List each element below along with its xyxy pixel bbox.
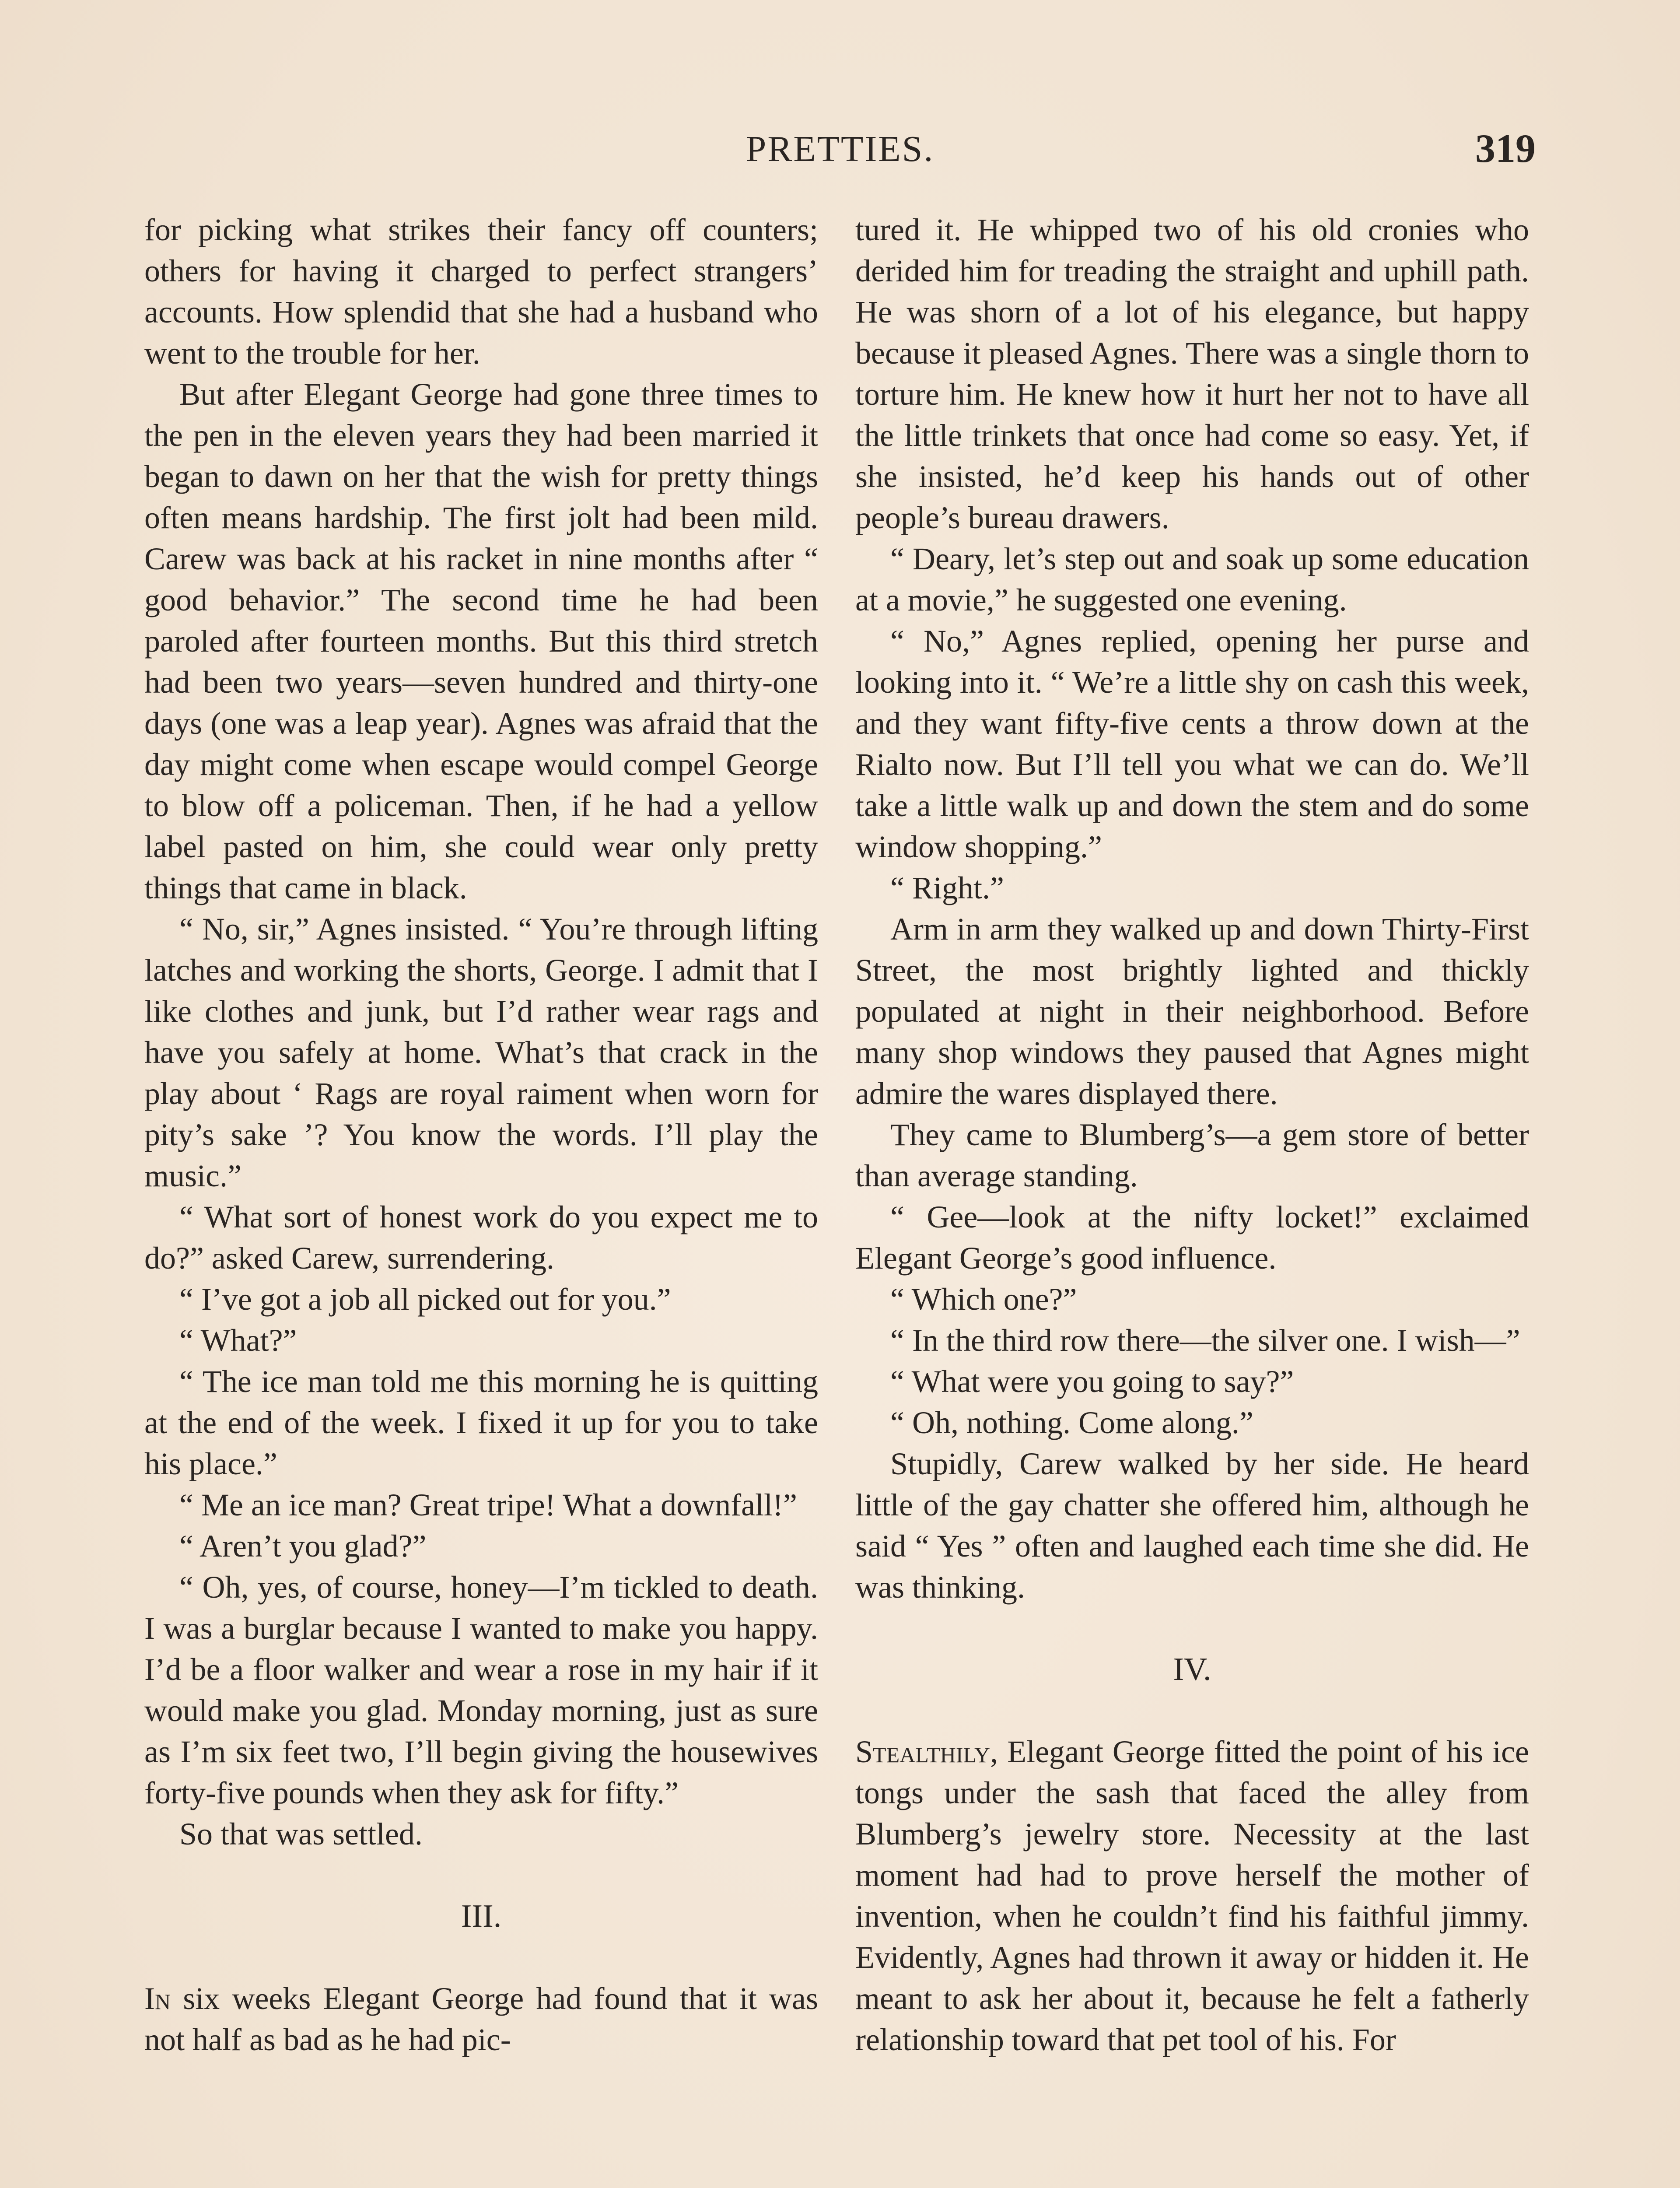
section-iv-opening — [855, 1731, 1529, 2060]
running-head: PRETTIES. — [746, 129, 934, 169]
paragraph: “ The ice man told me this morning he is quitting at the end of the week. I fixed it up for you to take his place.” — [144, 1364, 818, 1481]
paragraph: “ No, sir,” Agnes insisted. “ You’re through lifting latches and working the shorts, George. I admit that I like clothes and junk, but I’d rather wear rags and have you safely at home. What’s that crack in the play about ‘ Rags are royal raiment when worn for pity’s sake ’? You know the words. I’ll play the music.” — [144, 912, 818, 1193]
paragraph: “ What sort of honest work do you expect me to do?” asked Carew, surrendering. — [144, 1199, 818, 1276]
section-iv-first-word: Stealthily, — [855, 1734, 998, 1769]
page-number: 319 — [1475, 126, 1536, 171]
paragraph: “ What were you going to say?” — [890, 1364, 1294, 1399]
paragraph: Stupidly, Carew walked by her side. He heard little of the gay chatter she offered him, although he said “ Yes ” often and laughed each time she did. He was thinking. — [855, 1446, 1529, 1605]
section-heading-iv: IV. — [1173, 1652, 1211, 1687]
section-iv-text: Elegant George fitted the point of his ice tongs under the sash that faced the alley from Blumberg’s jewelry store. Necessity at the last moment had had to prove herself the mother of invention, when he couldn’t find his faithful jimmy. Evidently, Agnes had thrown it away or hidden it. He meant to ask her about it, because he felt a fatherly relationship toward that pet tool of his. For — [855, 1734, 1529, 2057]
paragraph: So that was settled. — [179, 1816, 423, 1851]
right-column — [855, 209, 1529, 2060]
paragraph: for picking what strikes their fancy off counters; others for having it charged to perfect strangers’ accounts. How splendid that she had a husband who went to the trouble for her. — [144, 212, 818, 371]
paragraph: “ Aren’t you glad?” — [179, 1529, 427, 1564]
paragraph: But after Elegant George had gone three times to the pen in the eleven years they had been married it began to dawn on her that the wish for pretty things often means hardship. The first jolt had been mild. Carew was back at his racket in nine months after “ good behavior.” The second time he had been paroled after fourteen months. But this third stretch had been two years—seven hundred and thirty-one days (one was a leap year). Agnes was afraid that the day might come when escape would compel George to blow off a policeman. Then, if he had a yellow label pasted on him, she could wear only pretty things that came in black. — [144, 377, 818, 905]
section-heading-iii: III. — [461, 1898, 502, 1934]
paragraph: “ Right.” — [890, 870, 1004, 905]
paragraph: “ Oh, nothing. Come along.” — [890, 1405, 1253, 1440]
section-iii-opening — [144, 1978, 818, 2060]
paragraph: “ Which one?” — [890, 1282, 1077, 1317]
paragraph: Arm in arm they walked up and down Thirty-First Street, the most brightly lighted and thickly populated at night in their neighborhood. Before many shop windows they paused that Agnes might admire the wares displayed there. — [855, 912, 1529, 1111]
paragraph: “ Deary, let’s step out and soak up some education at a movie,” he suggested one evening. — [855, 541, 1529, 617]
paragraph: tured it. He whipped two of his old cronies who derided him for treading the straight and uphill path. He was shorn of a lot of his elegance, but happy because it pleased Agnes. There was a single thorn to torture him. He knew how it hurt her not to have all the little trinkets that once had come so easy. Yet, if she insisted, he’d keep his hands out of other people’s bureau drawers. — [855, 212, 1529, 535]
paragraph: “ Me an ice man? Great tripe! What a downfall!” — [179, 1487, 797, 1522]
paragraph: “ In the third row there—the silver one. I wish—” — [890, 1323, 1520, 1358]
section-iii-text: six weeks Elegant George had found that it was not half as bad as he had pic- — [144, 1981, 818, 2057]
paragraph: “ Gee—look at the nifty locket!” exclaimed Elegant George’s good influence. — [855, 1199, 1529, 1276]
paragraph: They came to Blumberg’s—a gem store of better than average standing. — [855, 1117, 1529, 1193]
paragraph: “ What?” — [179, 1323, 297, 1358]
section-iii-first-word: In — [144, 1981, 171, 2016]
paragraph: “ Oh, yes, of course, honey—I’m tickled to death. I was a burglar because I wanted to make you happy. I’d be a floor walker and wear a rose in my hair if it would make you glad. Monday morning, just as sure as I’m six feet two, I’ll begin giving the housewives forty-five pounds when they ask for fifty.” — [144, 1570, 818, 1810]
left-column — [144, 209, 818, 2060]
paragraph: “ I’ve got a job all picked out for you.” — [179, 1282, 671, 1317]
paragraph: “ No,” Agnes replied, opening her purse and looking into it. “ We’re a little shy on cash this week, and they want fifty-five cents a throw down at the Rialto now. But I’ll tell you what we can do. We’ll take a little walk up and down the stem and do some window shopping.” — [855, 624, 1529, 864]
